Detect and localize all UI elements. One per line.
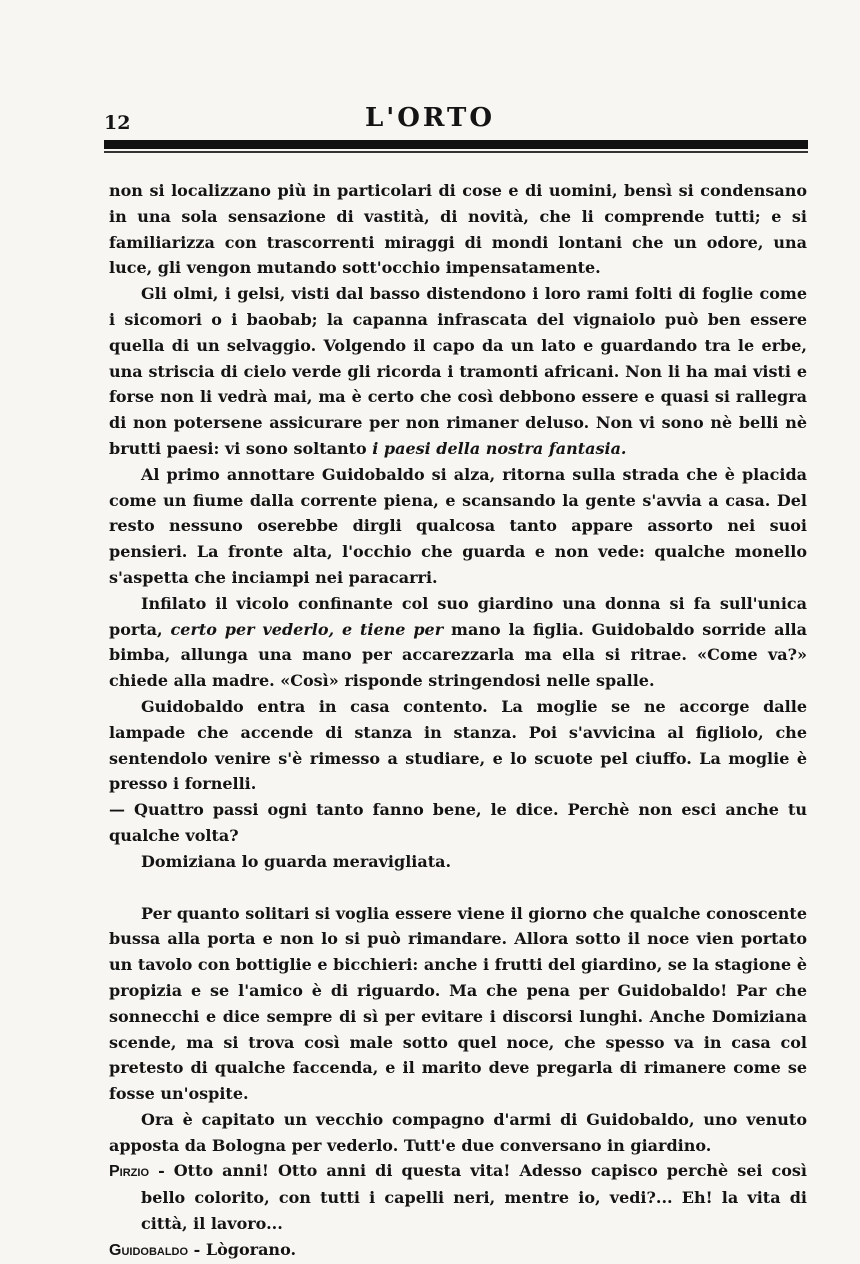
section-gap xyxy=(109,875,807,901)
paragraph-8: Per quanto solitari si voglia essere viene il giorno che qualche conoscente bussa alla porta e non lo si può rimandare. Allora sotto il noce vien portato un tavolo con bottiglie e bicchieri: anche i frutti del giardino, se la stagione è propizia e se l'amico è di riguardo. Ma che pena per Guidobaldo! Par che sonnecchi e dice sempre di sì per evitare i discorsi lunghi. Anche Domiziana scende, ma si trova così male sotto quel noce, che spesso va in casa col pretesto di qualche faccenda, e il marito deve pregarla di rimanere come se fosse un'ospite. xyxy=(109,903,807,1104)
paragraph-4-italic: certo per vederlo, e tiene per xyxy=(170,619,444,639)
page-number: 12 xyxy=(104,112,131,134)
speaker-name: Guidobaldo xyxy=(109,1241,189,1259)
paragraph-6: — Quattro passi ogni tanto fanno bene, le dice. Perchè non esci anche tu qualche volta? xyxy=(109,800,807,845)
paragraph-5: Guidobaldo entra in casa contento. La moglie se ne accorge dalle lampade che accende di stanza in stanza. Poi s'avvicina al figliolo, che sentendolo venire s'è rimesso a studiare, e lo scuote pel ciuffo. La moglie è presso i fornelli. xyxy=(109,696,807,794)
dialogue-line-1 xyxy=(109,1158,807,1236)
paragraph-4 xyxy=(109,591,807,694)
body-text xyxy=(109,178,807,1264)
paragraph-2 xyxy=(109,281,807,462)
dialogue-text: - Lògorano. xyxy=(193,1239,297,1259)
paragraph-3: Al primo annottare Guidobaldo si alza, ritorna sulla strada che è placida come un fiume dalla corrente piena, e scansando la gente s'avvia a casa. Del resto nessuno oserebbe dirgli qualcosa tanto appare assorto nei suoi pensieri. La fronte alta, l'occhio che guarda e non vede: qualche monello s'aspetta che inciampi nei paracarri. xyxy=(109,464,807,587)
speaker-name: Pirzio xyxy=(109,1163,150,1181)
paragraph-2-text: Gli olmi, i gelsi, visti dal basso distendono i loro rami folti di foglie come i sicomori o i baobab; la capanna infrascata del vignaiolo può ben essere quella di un selvaggio. Volgendo il capo da un lato e guardando tra le erbe, una striscia di cielo verde gli ricorda i tramonti africani. Non li ha mai visti e forse non li vedrà mai, ma è certo che così debbono essere e quasi si rallegra di non potersene assicurare per non rimaner deluso. Non vi sono nè belli nè brutti paesi: vi sono soltanto xyxy=(109,284,807,458)
paragraph-1: non si localizzano più in particolari di cose e di uomini, bensì si condensano in una sola sensazione di vastità, di novità, che li comprende tutti; e si familiarizza con trascorrenti miraggi di mondi lontani che un odore, una luce, gli vengon mutando sott'occhio impensatamente. xyxy=(109,181,807,278)
dialogue-text: - Otto anni! Otto anni di questa vita! Adesso capisco perchè sei così bello colorito, con tutti i capelli neri, mentre io, vedi?... Eh! la vita di città, il lavoro... xyxy=(141,1161,807,1234)
paragraph-7: Domiziana lo guarda meravigliata. xyxy=(141,851,452,871)
paragraph-4-text-a: Infilato il vicolo confinante col suo giardino una donna si fa sull'unica porta, xyxy=(109,593,807,639)
paragraph-2-italic: i paesi della nostra fantasia. xyxy=(372,438,627,458)
running-title: L'ORTO xyxy=(364,103,496,133)
header-rule-thick xyxy=(104,140,808,149)
header-rule-thin xyxy=(104,151,808,153)
paragraph-9: Ora è capitato un vecchio compagno d'armi di Guidobaldo, uno venuto apposta da Bologna per vederlo. Tutt'e due conversano in giardino. xyxy=(109,1109,807,1155)
dialogue-line-2 xyxy=(109,1237,807,1264)
paragraph-4-text-b: mano la figlia. Guidobaldo sorride alla bimba, allunga una mano per accarezzarla ma ella si ritrae. «Come va?» chiede alla madre. «Così» risponde stringendosi nelle spalle. xyxy=(109,619,808,691)
